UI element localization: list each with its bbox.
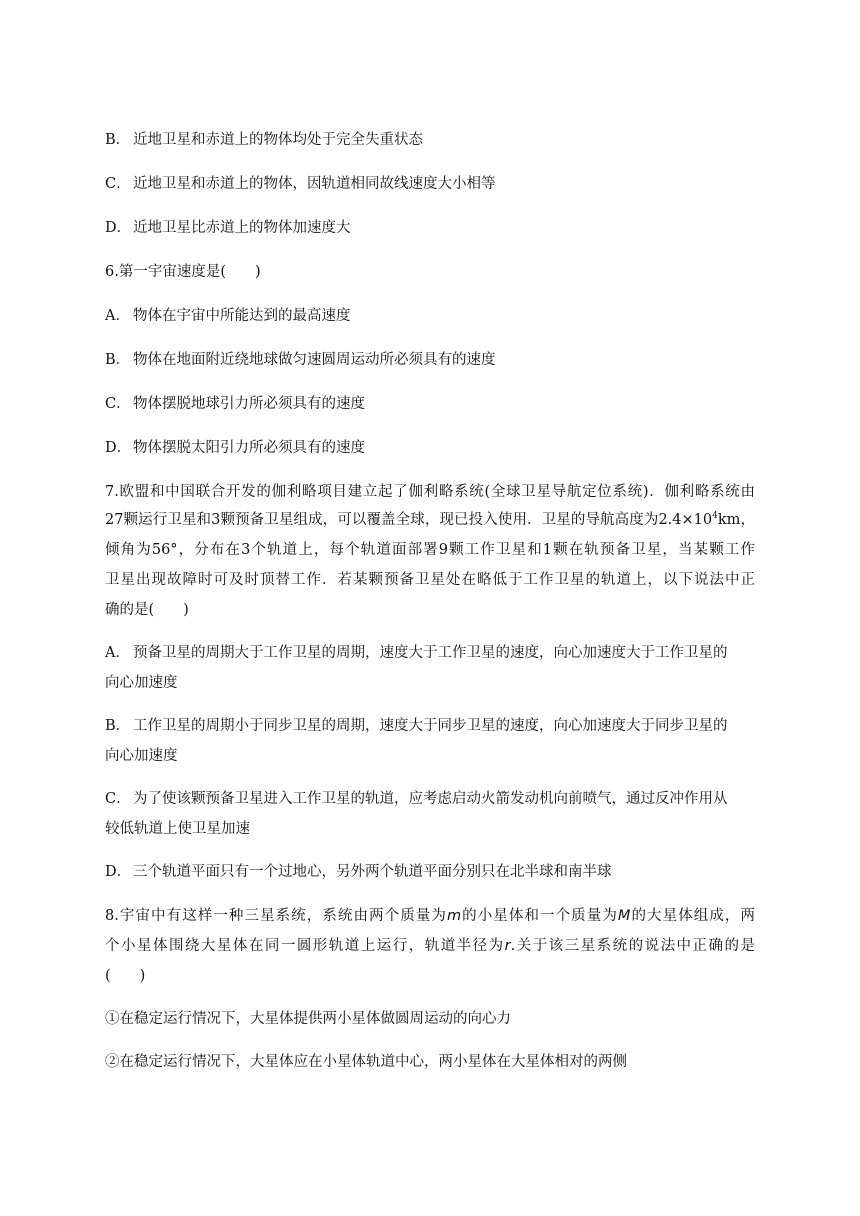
q7-option-a-cont: 向心加速度	[105, 675, 178, 691]
q7-stem-line-2	[105, 510, 755, 530]
option-text: 近地卫星和赤道上的物体，因轨道相同故线速度大小相等	[133, 176, 496, 192]
q7-stem-line-1: 7.欧盟和中国联合开发的伽利略项目建立起了伽利略系统(全球卫星导航定位系统)．伽利略系统由	[105, 484, 755, 500]
q7-option-b	[105, 716, 728, 736]
option-text: 近地卫星比赤道上的物体加速度大	[133, 220, 351, 236]
option-text: 工作卫星的周期小于同步卫星的周期，速度大于同步卫星的速度，向心加速度大于同步卫星的	[133, 718, 728, 734]
q7-stem-line-5: 确的是( )	[105, 602, 189, 618]
q8-text: .关于该三星系统的说法中正确的是	[510, 938, 756, 954]
mass-variable-m: m	[446, 908, 462, 924]
option-letter: C．	[105, 176, 131, 192]
option-letter: B．	[105, 718, 131, 734]
option-letter: D．	[105, 864, 132, 880]
q8-statement-1: ①在稳定运行情况下，大星体提供两小星体做圆周运动的向心力	[105, 1011, 511, 1027]
option-letter: A．	[105, 645, 130, 661]
mass-variable-M: M	[617, 908, 631, 924]
q7-option-a	[105, 643, 728, 663]
option-text: 物体在地面附近绕地球做匀速圆周运动所必须具有的速度	[133, 352, 496, 368]
option-letter: B．	[105, 352, 131, 368]
option-text: 近地卫星和赤道上的物体均处于完全失重状态	[133, 132, 423, 148]
option-letter: C．	[105, 396, 131, 412]
option-letter: B．	[105, 132, 131, 148]
q6-option-a	[105, 306, 351, 326]
option-text: 为了使该颗预备卫星进入工作卫星的轨道，应考虑启动火箭发动机向前喷气，通过反冲作用从	[133, 791, 728, 807]
q8-text: 的大星体组成，两	[630, 908, 755, 924]
option-text: 物体摆脱地球引力所必须具有的速度	[133, 396, 365, 412]
q5-option-b	[105, 130, 423, 150]
q8-text: 8.宇宙中有这样一种三星系统，系统由两个质量为	[105, 908, 447, 924]
q7-stem-line-3: 倾角为56°，分布在3个轨道上，每个轨道面部署9颗工作卫星和1颗在轨预备卫星，当某颗工作	[105, 542, 755, 558]
option-text: 物体在宇宙中所能达到的最高速度	[133, 308, 351, 324]
q7-option-d	[105, 862, 612, 882]
q8-stem-line-1	[105, 906, 755, 926]
option-text: 预备卫星的周期大于工作卫星的周期，速度大于工作卫星的速度，向心加速度大于工作卫星的	[133, 645, 728, 661]
q8-statement-2: ②在稳定运行情况下，大星体应在小星体轨道中心，两小星体在大星体相对的两侧	[105, 1054, 627, 1070]
q6-stem: 6.第一宇宙速度是( )	[105, 264, 261, 280]
q6-option-c	[105, 394, 365, 414]
option-letter: A．	[105, 308, 130, 324]
q7-stem-line-2-text: 27颗运行卫星和3颗预备卫星组成，可以覆盖全球，现已投入使用．卫星的导航高度为2.4×10	[105, 512, 713, 528]
q8-text: 个小星体围绕大星体在同一圆形轨道上运行，轨道半径为	[105, 938, 505, 954]
option-letter: D．	[105, 220, 132, 236]
q8-text: 的小星体和一个质量为	[461, 908, 618, 924]
q8-stem-line-3: ( )	[105, 968, 146, 984]
exponent: 4	[712, 511, 718, 521]
option-text: 物体摆脱太阳引力所必须具有的速度	[133, 440, 365, 456]
q7-option-b-cont: 向心加速度	[105, 748, 178, 764]
option-letter: C．	[105, 791, 131, 807]
option-letter: D．	[105, 440, 132, 456]
option-text: 三个轨道平面只有一个过地心，另外两个轨道平面分别只在北半球和南半球	[133, 864, 612, 880]
q5-option-d	[105, 218, 351, 238]
q7-stem-line-2-unit: km，	[717, 512, 755, 528]
q6-option-d	[105, 438, 365, 458]
q7-option-c	[105, 789, 728, 809]
radius-variable-r: r	[504, 938, 511, 954]
q7-stem-line-4: 卫星出现故障时可及时顶替工作．若某颗预备卫星处在略低于工作卫星的轨道上，以下说法中正	[105, 572, 755, 588]
q7-option-c-cont: 较低轨道上使卫星加速	[105, 821, 250, 837]
q6-option-b	[105, 350, 496, 370]
q8-stem-line-2	[105, 936, 755, 956]
q5-option-c	[105, 174, 496, 194]
